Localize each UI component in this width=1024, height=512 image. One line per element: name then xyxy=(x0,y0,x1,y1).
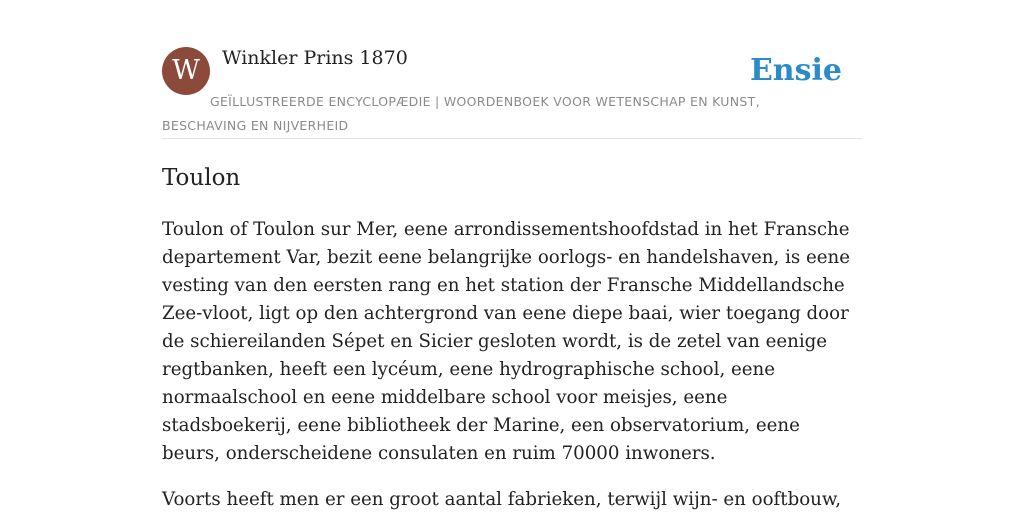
article-title: Toulon xyxy=(162,165,241,191)
header-divider xyxy=(162,138,862,139)
ensie-logo[interactable]: Ensie xyxy=(749,53,842,88)
article-body xyxy=(162,216,862,512)
article-paragraph: Toulon of Toulon sur Mer, eene arrondissementshoofdstad in het Fransche departement Var, bezit eene belangrijke oorlogs- en handelshaven, is eene vesting van den eersten rang en het station der Fransche Middellandsche Zee-vloot, ligt op den achtergrond van eene diepe baai, wier toegang door de schiereilanden Sépet en Sicier gesloten wordt, is de zetel van eenige regtbanken, heeft een lycéum, eene hydrographische school, eene normaalschool en eene middelbare school voor meisjes, eene stadsboekerij, eene bibliotheek der Marine, een observatorium, eene beurs, onderscheidene consulaten en ruim 70000 inwoners. xyxy=(162,219,851,464)
source-title-link[interactable]: Winkler Prins 1870 xyxy=(222,47,408,69)
source-subtitle: GEÏLLUSTREERDE ENCYCLOPÆDIE | WOORDENBOEK VOOR WETENSCHAP EN KUNST, BESCHAVING EN NIJVERHEID xyxy=(162,94,760,133)
article-paragraph: Voorts heeft men er een groot aantal fabrieken, terwijl wijn- en ooftbouw, xyxy=(162,489,842,510)
source-avatar[interactable]: W xyxy=(162,47,210,95)
